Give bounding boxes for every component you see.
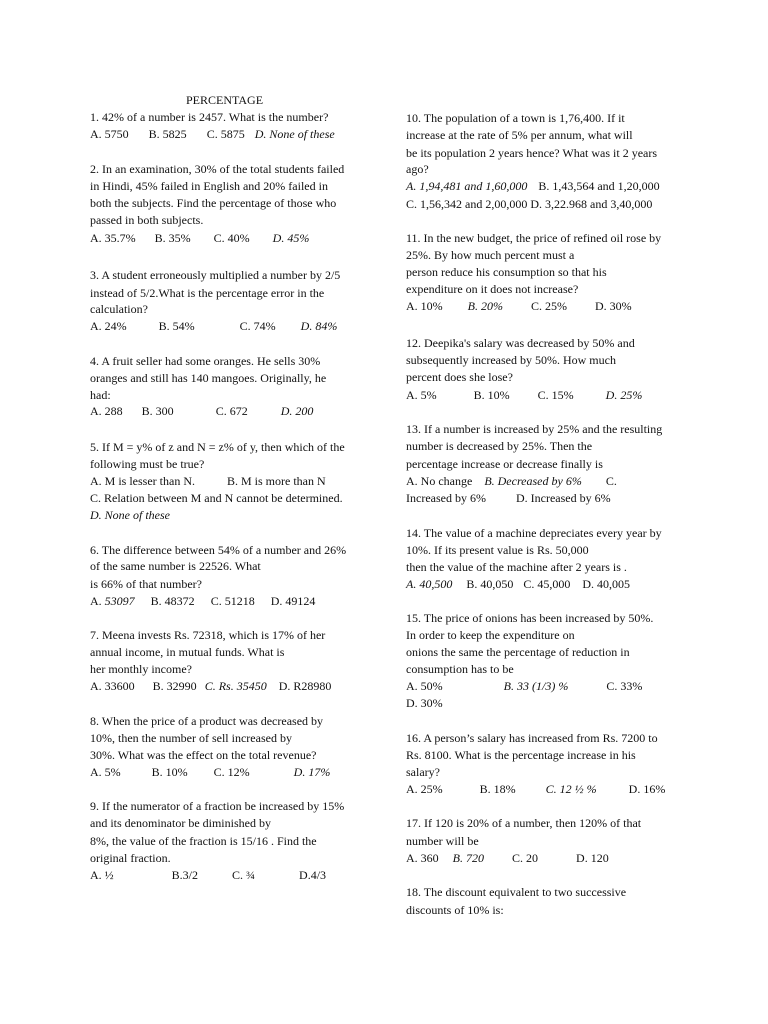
question-14-options <box>406 577 630 592</box>
option-b: B. 18% <box>479 782 516 796</box>
question-7-options <box>90 679 331 694</box>
question-8-line-3: 30%. What was the effect on the total revenue? <box>90 748 317 762</box>
option-b: B. 32990 <box>152 679 197 693</box>
option-b: B. 40,050 <box>466 577 514 591</box>
question-13-options-row-1 <box>406 474 617 489</box>
question-2-options <box>90 231 309 246</box>
option-b: B.3/2 <box>171 868 199 882</box>
question-16-line-2: Rs. 8100. What is the percentage increase in his <box>406 748 636 762</box>
question-1-text: 1. 42% of a number is 2457. What is the number? <box>90 110 329 124</box>
question-15-line-4: consumption has to be <box>406 662 514 676</box>
question-11-line-1: 11. In the new budget, the price of refined oil rose by <box>406 231 662 245</box>
question-16-line-3: salary? <box>406 765 440 779</box>
question-18-line-1: 18. The discount equivalent to two successive <box>406 885 627 899</box>
question-13-line-2: number is decreased by 25%. Then the <box>406 439 593 453</box>
option-d: D. 30% <box>406 696 443 710</box>
question-5-options-row-1 <box>90 474 326 489</box>
question-8-line-1: 8. When the price of a product was decreased by <box>90 714 324 728</box>
option-c: C. 5875 <box>206 127 245 141</box>
option-b: B. 10% <box>151 765 188 779</box>
option-d: D. 84% <box>300 319 338 333</box>
option-b: B. 20% <box>467 299 503 313</box>
option-b: B. 300 <box>141 404 174 418</box>
option-b: B. 5825 <box>148 127 187 141</box>
option-d: D. 49124 <box>270 594 316 608</box>
option-b: B. 48372 <box>150 594 195 608</box>
option-d: D. None of these <box>254 127 335 141</box>
question-10-line-4: ago? <box>406 162 429 176</box>
option-c: C. ¾ <box>232 868 256 882</box>
option-a: A. 360 <box>406 851 439 865</box>
question-6-line-2: of the same number is 22526. What <box>90 559 261 573</box>
question-14-line-3: then the value of the machine after 2 years is . <box>406 560 627 574</box>
option-d: D. Increased by 6% <box>515 491 611 505</box>
question-8-options <box>90 765 330 780</box>
question-7-line-1: 7. Meena invests Rs. 72318, which is 17% of her <box>90 628 326 642</box>
question-5-line-2: following must be true? <box>90 457 205 471</box>
question-14-line-1: 14. The value of a machine depreciates every year by <box>406 526 662 540</box>
question-1-options <box>90 127 335 142</box>
question-12-line-1: 12. Deepika's salary was decreased by 50% and <box>406 336 635 350</box>
option-c: C. 51218 <box>210 594 255 608</box>
option-d: D. None of these <box>90 508 170 522</box>
option-d: D. 30% <box>595 299 632 313</box>
question-15-options-row-1 <box>406 679 642 694</box>
option-a-label: A. <box>90 594 102 608</box>
question-9-options <box>90 868 326 883</box>
question-4-options <box>90 404 313 419</box>
option-b: B. 33 (1/3) % <box>503 679 569 693</box>
option-b: B. 10% <box>473 388 510 402</box>
question-16-options <box>406 782 665 797</box>
option-c: C. Rs. 35450 <box>204 679 267 693</box>
option-c: C. 12% <box>213 765 250 779</box>
option-b: B. 1,43,564 and 1,20,000 <box>538 179 660 193</box>
option-c: C. 25% <box>531 299 567 313</box>
option-d: D. 200 <box>280 404 314 418</box>
question-9-line-4: original fraction. <box>90 851 171 865</box>
question-9-line-2: and its denominator be diminished by <box>90 816 271 830</box>
question-3-line-3: calculation? <box>90 302 148 316</box>
option-b: B. Decreased by 6% <box>484 474 582 488</box>
question-10-options-row-1 <box>406 179 660 194</box>
question-3-line-1: 3. A student erroneously multiplied a number by 2/5 <box>90 268 341 282</box>
option-a: A. 33600 <box>90 679 135 693</box>
question-11-line-3: person reduce his consumption so that his <box>406 265 607 279</box>
option-a: A. 288 <box>90 404 123 418</box>
question-12-line-2: subsequently increased by 50%. How much <box>406 353 616 367</box>
option-d: D. R28980 <box>278 679 332 693</box>
question-17-line-2: number will be <box>406 834 479 848</box>
question-7-line-3: her monthly income? <box>90 662 192 676</box>
option-a: A. 5750 <box>90 127 129 141</box>
question-12-options <box>406 388 642 403</box>
question-4-line-3: had: <box>90 388 111 402</box>
option-a: A. M is lesser than N. <box>90 474 195 488</box>
option-a: A. ½ <box>90 868 114 882</box>
option-a: A. 1,94,481 and 1,60,000 <box>406 179 528 193</box>
option-d: D. 45% <box>272 231 310 245</box>
option-a: A. No change <box>406 474 473 488</box>
question-2-line-3: both the subjects. Find the percentage of those who <box>90 196 337 210</box>
option-d: D. 16% <box>628 782 666 796</box>
option-d: D.4/3 <box>299 868 327 882</box>
option-d: D. 40,005 <box>582 577 631 591</box>
question-18-line-2: discounts of 10% is: <box>406 903 504 917</box>
option-a-value: 53097 <box>104 594 135 608</box>
question-11-line-2: 25%. By how much percent must a <box>406 248 575 262</box>
question-17-line-1: 17. If 120 is 20% of a number, then 120% of that <box>406 816 642 830</box>
option-c: C. 672 <box>215 404 248 418</box>
question-14-line-2: 10%. If its present value is Rs. 50,000 <box>406 543 589 557</box>
question-10-options-row-2: C. 1,56,342 and 2,00,000 D. 3,22.968 and 3,40,000 <box>406 197 653 211</box>
question-5-line-1: 5. If M = y% of z and N = z% of y, then which of the <box>90 440 345 454</box>
question-9-line-1: 9. If the numerator of a fraction be increased by 15% <box>90 799 345 813</box>
question-11-line-4: expenditure on it does not increase? <box>406 282 579 296</box>
option-c: C. 40% <box>213 231 250 245</box>
question-6-line-1: 6. The difference between 54% of a number and 26% <box>90 543 347 557</box>
option-c-text: Increased by 6% <box>406 491 486 505</box>
option-b: B. M is more than N <box>227 474 326 488</box>
option-a: A. 50% <box>406 679 443 693</box>
option-a: A. 5% <box>406 388 437 402</box>
option-c: C. 74% <box>239 319 276 333</box>
question-13-line-3: percentage increase or decrease finally is <box>406 457 603 471</box>
option-c: C. Relation between M and N cannot be determined. <box>90 491 343 505</box>
option-d: D. 120 <box>576 851 609 865</box>
option-a: A. 25% <box>406 782 443 796</box>
option-a: A. 24% <box>90 319 127 333</box>
question-7-line-2: annual income, in mutual funds. What is <box>90 645 285 659</box>
question-11-options <box>406 299 632 314</box>
option-b: B. 720 <box>452 851 485 865</box>
question-10-line-3: be its population 2 years hence? What was it 2 years <box>406 146 658 160</box>
option-b: B. 35% <box>154 231 191 245</box>
question-2-line-1: 2. In an examination, 30% of the total students failed <box>90 162 345 176</box>
option-c-label: C. <box>605 474 617 488</box>
question-8-line-2: 10%, then the number of sell increased by <box>90 731 292 745</box>
option-c: C. 33% <box>606 679 643 693</box>
question-2-line-2: in Hindi, 45% failed in English and 20% failed in <box>90 179 328 193</box>
question-17-options <box>406 851 609 866</box>
question-13-line-1: 13. If a number is increased by 25% and the resulting <box>406 422 663 436</box>
option-c: C. 12 ½ % <box>545 782 597 796</box>
option-c: C. 15% <box>537 388 574 402</box>
question-15-line-3: onions the same the percentage of reduction in <box>406 645 630 659</box>
option-d: D. 17% <box>293 765 331 779</box>
option-a: A. 10% <box>406 299 443 313</box>
question-2-line-4: passed in both subjects. <box>90 213 204 227</box>
page-title: PERCENTAGE <box>186 93 264 107</box>
question-16-line-1: 16. A person’s salary has increased from Rs. 7200 to <box>406 731 658 745</box>
question-6-options <box>90 594 315 609</box>
option-c: C. 45,000 <box>523 577 571 591</box>
question-6-line-3: is 66% of that number? <box>90 577 202 591</box>
option-a: A. 40,500 <box>406 577 453 591</box>
option-b: B. 54% <box>158 319 195 333</box>
question-12-line-3: percent does she lose? <box>406 370 513 384</box>
question-9-line-3: 8%, the value of the fraction is 15/16 . Find the <box>90 834 317 848</box>
question-4-line-1: 4. A fruit seller had some oranges. He sells 30% <box>90 354 321 368</box>
question-3-line-2: instead of 5/2.What is the percentage error in the <box>90 286 325 300</box>
question-4-line-2: oranges and still has 140 mangoes. Originally, he <box>90 371 327 385</box>
option-c: C. 20 <box>512 851 539 865</box>
option-a: A. 5% <box>90 765 121 779</box>
question-13-options-row-2 <box>406 491 611 506</box>
option-d: D. 25% <box>605 388 643 402</box>
question-3-options <box>90 319 337 334</box>
question-15-line-2: In order to keep the expenditure on <box>406 628 575 642</box>
question-10-line-1: 10. The population of a town is 1,76,400. If it <box>406 111 625 125</box>
option-a: A. 35.7% <box>90 231 136 245</box>
question-10-line-2: increase at the rate of 5% per annum, what will <box>406 128 633 142</box>
question-15-line-1: 15. The price of onions has been increased by 50%. <box>406 611 654 625</box>
